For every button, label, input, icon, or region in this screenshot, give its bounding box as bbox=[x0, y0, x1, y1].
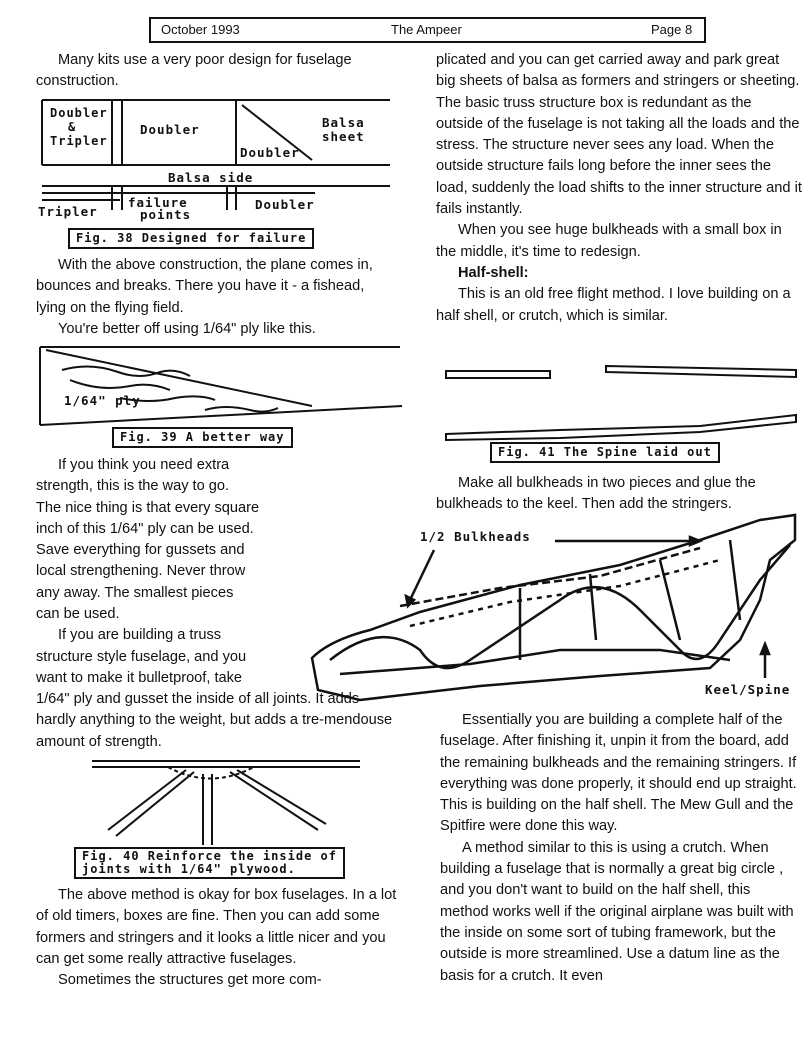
fig38-label-doubler: Doubler bbox=[140, 122, 200, 137]
right-paragraph-3: This is an old free flight method. I love building on a half shell, or crutch, which is similar. bbox=[436, 286, 791, 324]
left-p4-line-7: any away. The smallest pieces bbox=[36, 584, 234, 601]
left-p4-line-4: inch of this 1/64" ply can be used. bbox=[36, 520, 254, 537]
fig41-caption: Fig. 41 The Spine laid out bbox=[490, 442, 720, 463]
fig38-label-balsa-sheet: Balsa sheet bbox=[322, 115, 365, 144]
fig38-label-doubler-2: Doubler bbox=[240, 145, 300, 160]
fig38-caption: Fig. 38 Designed for failure bbox=[68, 228, 314, 249]
fig38-label-doubler-tripler: Doubler & Tripler bbox=[50, 106, 108, 148]
left-paragraph-1: Many kits use a very poor design for fuselage construction. bbox=[36, 52, 352, 90]
right-paragraph-5: Essentially you are building a complete half of the fuselage. After finishing it, unpin it from the board, add the remaining bulkheads and the remaining stringers. If everything was done properly, it should end up straight. This is building on the half shell. The Mew Gull and the Spitfire were done this way. bbox=[440, 712, 797, 835]
right-paragraph-4: Make all bulkheads in two pieces and glue the bulkheads to the keel. Then add the stringers. bbox=[436, 475, 756, 513]
left-p4-line-2: strength, this is the way to go. bbox=[36, 478, 230, 495]
left-p4-line-8: can be used. bbox=[36, 606, 120, 623]
fig42-bulkheads-label: 1/2 Bulkheads bbox=[420, 529, 531, 544]
fig39-caption: Fig. 39 A better way bbox=[112, 427, 293, 448]
left-p5-line-2: structure style fuselage, and you bbox=[36, 648, 247, 665]
left-paragraph-7: Sometimes the structures get more com- bbox=[58, 972, 322, 989]
right-paragraph-2: When you see huge bulkheads with a small box in the middle, it's time to redesign. bbox=[436, 222, 782, 260]
left-p4-line-5: Save everything for gussets and bbox=[36, 542, 245, 559]
left-paragraph-2: With the above construction, the plane comes in, bounces and breaks. There you have it - a fishead, lying on the flying field. bbox=[36, 257, 373, 316]
left-p4-line-1: If you think you need extra bbox=[58, 457, 230, 473]
fig38-label-failure-points: failure points bbox=[128, 195, 192, 222]
left-paragraph-3: You're better off using 1/64" ply like this. bbox=[58, 320, 316, 337]
fig42-keel-label: Keel/Spine bbox=[705, 682, 791, 697]
fig39-ply-label: 1/64" ply bbox=[64, 393, 141, 408]
left-paragraph-6: The above method is okay for box fuselages. In a lot of old timers, boxes are fine. Then you can add some formers and stringers and it looks a little nicer and you can get some really attractive fuselages. bbox=[36, 887, 397, 967]
right-block-3 bbox=[440, 710, 802, 987]
fig38-label-tripler: Tripler bbox=[38, 204, 98, 219]
header-title: The Ampeer bbox=[391, 22, 462, 37]
left-p4-line-6: local strengthening. Never throw bbox=[36, 563, 246, 580]
right-paragraph-1: plicated and you can get carried away and park great big sheets of balsa as formers and stringers or sheeting. The basic truss structure box is redundant as the outside of the fuselage is not taking all the loads and the stress. The structure never sees any load. When the outside structure fails long before the inner sees the load, suddenly the load shifts to the inner structure and it fails instantly. bbox=[436, 52, 802, 218]
left-paragraph-5-rest: 1/64" ply and gusset the inside of all joints. It adds hardly anything to the weight, but adds a tre-mendouse amount of strength. bbox=[36, 691, 393, 750]
fig38-label-balsa-side: Balsa side bbox=[168, 170, 254, 185]
header-date: October 1993 bbox=[161, 22, 240, 37]
right-heading-half-shell: Half-shell: bbox=[458, 264, 529, 281]
header-page: Page 8 bbox=[651, 22, 693, 37]
fig38-label-doubler-3: Doubler bbox=[255, 197, 315, 212]
fig40-caption-line-1: Fig. 40 Reinforce the inside of bbox=[82, 849, 337, 863]
left-p5-line-3: want to make it bulletproof, take bbox=[36, 669, 243, 686]
left-p5-line-1: If you are building a truss bbox=[58, 627, 222, 644]
fig40-caption-line-2: joints with 1/64" plywood. bbox=[82, 862, 296, 876]
left-p4-line-3: The nice thing is that every square bbox=[36, 499, 260, 516]
right-paragraph-6: A method similar to this is using a crutch. When building a fuselage that is normally a great big circle , and you don't want to build on the half shell, this method works well if the original airplane was built with the inside on some sort of tubing framework, but the outside is more streamlined. Use a datum line as the basis for a crutch. It even bbox=[440, 839, 794, 984]
